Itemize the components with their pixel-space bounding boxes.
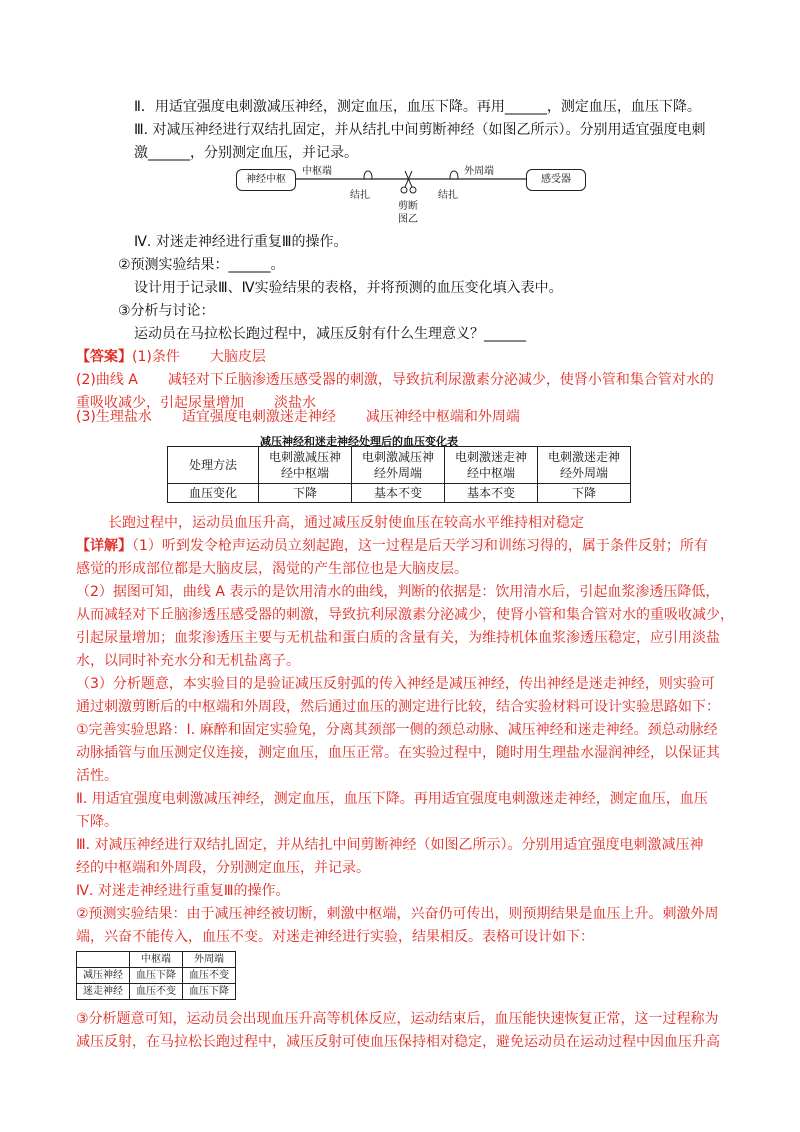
detail-line-17: ②预测实验结果：由于减压神经被切断，刺激中枢端，兴奋仍可传出，则预期结果是血压上升。刺激外周	[76, 906, 719, 922]
detail-text: （1）听到发令枪声运动员立刻起跑，这一过程是后天学习和训练习得的，属于条件反射；所有	[132, 538, 708, 554]
header-cell: 电刺激迷走神 经中枢端	[445, 447, 538, 484]
detail-line-15: 经的中枢端和外周段，分别测定血压，并记录。	[76, 860, 370, 876]
nerve-center-box: 神经中枢	[236, 169, 296, 191]
answer-tag: 【答案】	[76, 349, 132, 365]
row-cell: 基本不变	[352, 484, 445, 503]
detail-line-11: 活性。	[76, 768, 118, 784]
peripheral-end-label: 外周端	[464, 166, 494, 177]
detail-line-7: （3）分析题意，本实验目的是验证减压反射弧的传入神经是减压神经，传出神经是迷走神经，则实验可	[76, 676, 715, 692]
figure-caption: 图乙	[398, 214, 418, 225]
ligation-left-label: 结扎	[350, 190, 370, 201]
detail-line-18: 端，兴奋不能传入，血压不变。对迷走神经进行实验，结果相反。表格可设计如下：	[76, 929, 594, 945]
answer-1a: (1)条件	[132, 349, 180, 365]
detail-line-12: Ⅱ. 用适宜强度电刺激减压神经，测定血压，血压下降。再用适宜强度电刺激迷走神经，测定血压，血压	[76, 791, 708, 807]
step-4-text: Ⅳ. 对迷走神经进行重复Ⅲ的操作。	[134, 234, 348, 250]
detail-line-5: 引起尿量增加；血浆渗透压主要与无机盐和蛋白质的含量有关，为维持机体血浆渗透压稳定，应引用淡盐	[76, 630, 720, 646]
detail-line-1	[76, 537, 708, 555]
detail-line-2: 感觉的形成部位都是大脑皮层，渴觉的产生部位也是大脑皮层。	[76, 561, 468, 577]
answer-2a: (2)曲线 A	[76, 372, 138, 388]
small-cell: 血压下降	[130, 968, 183, 984]
small-cell: 血压不变	[183, 968, 236, 984]
result-table	[76, 951, 236, 1000]
row-cell: 基本不变	[445, 484, 538, 503]
blood-pressure-table	[167, 446, 631, 503]
small-header-cell: 外周端	[183, 952, 236, 968]
header-cell: 电刺激减压神 经中枢端	[259, 447, 352, 484]
nerve-diagram	[236, 166, 586, 226]
answer-3a: (3)生理盐水	[76, 409, 152, 425]
answer-line-4	[76, 408, 520, 426]
detail-line-16: Ⅳ. 对迷走神经进行重复Ⅲ的操作。	[76, 883, 290, 899]
detail-line-6: 水，以同时补充水分和无机盐离子。	[76, 653, 300, 669]
answer-3b: 适宜强度电刺激迷走神经	[181, 409, 336, 425]
detail-line-4: 从而减轻对下丘脑渗透压感受器的刺激，导致抗利尿激素分泌减少，使肾小管和集合管对水的重吸收减少，	[76, 607, 734, 623]
central-end-label: 中枢端	[302, 166, 332, 177]
answer-3c: 减压神经中枢端和外周端	[365, 409, 520, 425]
detail-tag: 【详解】	[76, 538, 132, 554]
answer-3-end: 长跑过程中，运动员血压升高，通过减压反射使血压在较高水平维持相对稳定	[108, 515, 584, 531]
step-3-text-b: 激______，分别测定血压，并记录。	[134, 145, 358, 161]
answer-1b: 大脑皮层	[209, 349, 266, 365]
small-cell: 血压不变	[130, 984, 183, 1000]
detail-line-3: （2）据图可知，曲线 A 表示的是饮用清水的曲线，判断的依据是：饮用清水后，引起血浆渗透压降低，	[76, 584, 720, 600]
detail-line-13: 下降。	[76, 814, 118, 830]
row-cell: 下降	[538, 484, 631, 503]
small-cell: 血压下降	[183, 984, 236, 1000]
answer-2d: 淡盐水	[274, 395, 316, 411]
cut-label: 剪断	[398, 201, 418, 212]
predict-text: ②预测实验结果：______。	[118, 257, 285, 273]
receptor-box: 感受器	[526, 169, 586, 191]
header-cell: 电刺激减压神 经外周端	[352, 447, 445, 484]
small-cell: 迷走神经	[77, 984, 130, 1000]
analysis-heading: ③分析与讨论：	[118, 303, 215, 319]
detail-line-9: ①完善实验思路：Ⅰ. 麻醉和固定实验兔，分离其颈部一侧的颈总动脉、减压神经和迷走神经。颈总动脉经	[76, 722, 718, 738]
answer-2b: 减轻对下丘脑渗透压感受器的刺激，导致抗利尿激素分泌减少，使肾小管和集合管对水的	[167, 372, 714, 388]
header-cell: 处理方法	[168, 447, 259, 484]
row-cell: 下降	[259, 484, 352, 503]
ligation-right-label: 结扎	[438, 190, 458, 201]
design-text: 设计用于记录Ⅲ、Ⅳ实验结果的表格，并将预测的血压变化填入表中。	[134, 280, 563, 296]
small-header-cell: 中枢端	[130, 952, 183, 968]
step-2-text: Ⅱ．用适宜强度电刺激减压神经，测定血压，血压下降。再用______，测定血压，血压下降。	[134, 99, 701, 115]
answer-line-1	[76, 348, 266, 366]
detail-line-10: 动脉插管与血压测定仪连接，测定血压，血压正常。在实验过程中，随时用生理盐水湿润神经，以保证其	[76, 745, 720, 761]
small-header-cell	[77, 952, 130, 968]
header-cell: 电刺激迷走神 经外周端	[538, 447, 631, 484]
detail-line-20: 减压反射，在马拉松长跑过程中，减压反射可使血压保持相对稳定，避免运动员在运动过程中因血压升高	[76, 1034, 720, 1050]
step-3-text-a: Ⅲ. 对减压神经进行双结扎固定，并从结扎中间剪断神经（如图乙所示）。分别用适宜强度电刺	[134, 122, 706, 138]
detail-line-19: ③分析题意可知，运动员会出现血压升高等机体反应，运动结束后，血压能快速恢复正常，这一过程称为	[76, 1011, 719, 1027]
detail-line-8: 通过刺激剪断后的中枢端和外周段，然后通过血压的测定进行比较，结合实验材料可设计实验思路如下：	[76, 699, 720, 715]
small-cell: 减压神经	[77, 968, 130, 984]
answer-line-2	[76, 371, 714, 389]
question-text: 运动员在马拉松长跑过程中，减压反射有什么生理意义？______	[134, 326, 526, 342]
main-table-title: 减压神经和迷走神经处理后的血压变化表	[260, 435, 458, 448]
detail-line-14: Ⅲ. 对减压神经进行双结扎固定，并从结扎中间剪断神经（如图乙所示）。分别用适宜强度电刺激减压神	[76, 837, 704, 853]
answer-2c: 重吸收减少，引起尿量增加	[76, 395, 244, 411]
row-cell: 血压变化	[168, 484, 259, 503]
